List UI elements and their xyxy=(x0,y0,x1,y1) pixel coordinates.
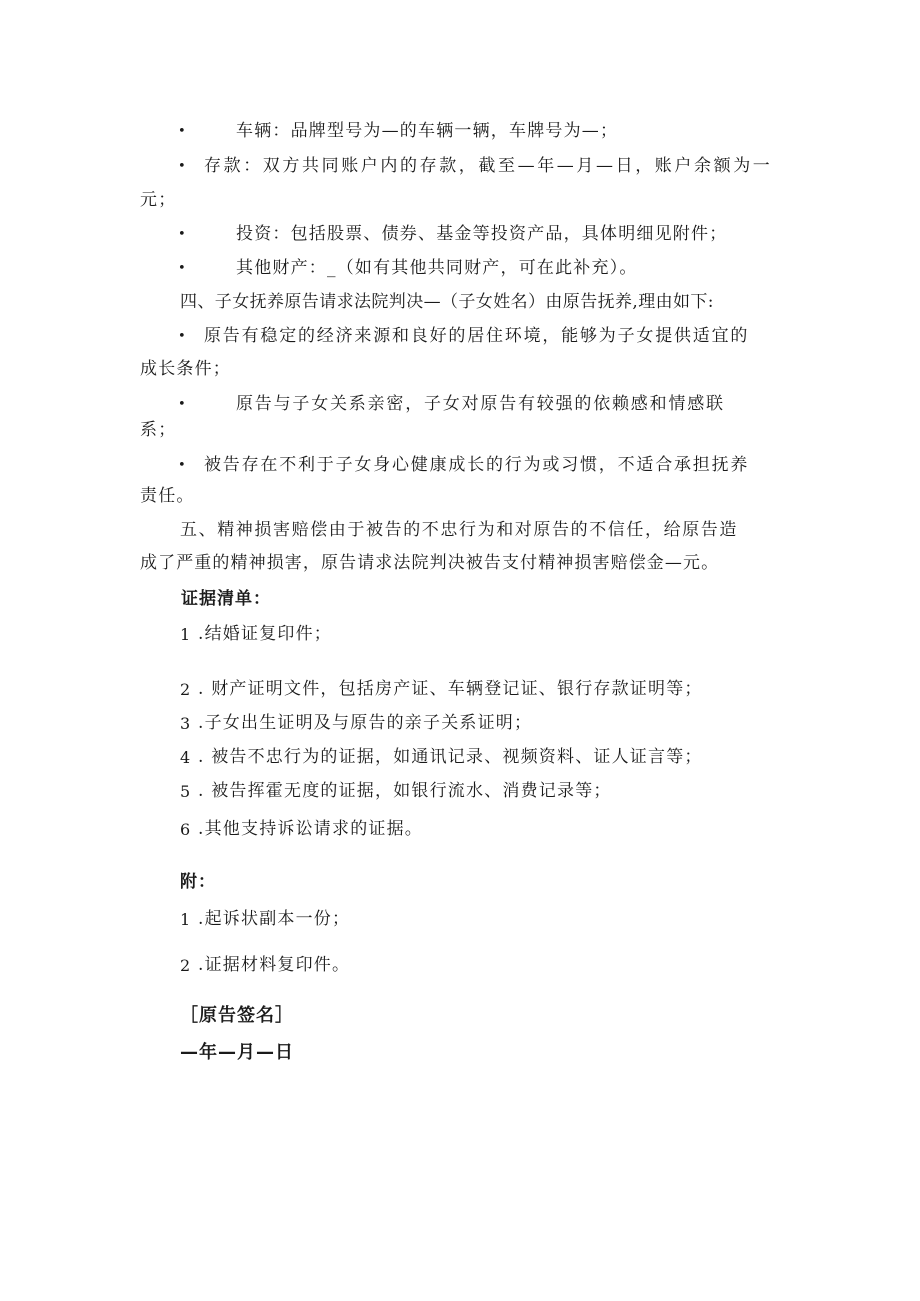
evidence-item: .其他支持诉讼请求的证据。 xyxy=(198,819,424,839)
custody-reason2-line1: 原告与子女关系亲密，子女对原告有较强的依赖感和情感联 xyxy=(236,394,725,414)
bullet: • xyxy=(178,397,186,412)
attachment-item-number: 1 xyxy=(180,910,191,929)
signature-label: ［原告签名］ xyxy=(180,1005,294,1026)
damages-line1: 五、精神损害赔偿由于被告的不忠行为和对原告的不信任，给原告造 xyxy=(180,520,738,540)
attachment-item: .起诉状副本一份； xyxy=(198,909,351,929)
damages-line2: 成了严重的精神损害，原告请求法院判决被告支付精神损害赔偿金—元。 xyxy=(140,553,720,573)
evidence-item-number: 2 xyxy=(180,680,191,699)
evidence-item-number: 4 xyxy=(180,748,191,767)
custody-reason1-line1: 原告有稳定的经济来源和良好的居住环境，能够为子女提供适宜的 xyxy=(204,326,750,346)
property-investment: 投资：包括股票、债券、基金等投资产品，具体明细见附件； xyxy=(236,224,728,244)
bullet: • xyxy=(178,329,186,344)
custody-reason3-line2: 责任。 xyxy=(140,486,195,506)
evidence-item-number: 1 xyxy=(180,625,191,644)
bullet: • xyxy=(178,124,186,139)
property-deposit-line2: 元； xyxy=(140,190,177,210)
evidence-item: . 被告不忠行为的证据，如通讯记录、视频资料、证人证言等； xyxy=(198,747,703,767)
attachment-title: 附： xyxy=(180,872,216,892)
evidence-item: . 被告挥霍无度的证据，如银行流水、消费记录等； xyxy=(198,781,612,801)
bullet: • xyxy=(178,458,186,473)
custody-reason2-line2: 系； xyxy=(140,420,177,440)
property-deposit-line1: 存款：双方共同账户内的存款，截至—年—月—日，账户余额为一 xyxy=(204,156,773,176)
evidence-item: .结婚证复印件； xyxy=(198,624,333,644)
bullet: • xyxy=(178,159,186,174)
signature-date: —年—月—日 xyxy=(180,1042,294,1063)
attachment-item: .证据材料复印件。 xyxy=(198,955,351,975)
property-other: 其他财产：_（如有其他共同财产，可在此补充）。 xyxy=(236,258,638,278)
custody-reason3-line1: 被告存在不利于子女身心健康成长的行为或习惯，不适合承担抚养 xyxy=(204,455,750,475)
evidence-item-number: 6 xyxy=(180,820,191,839)
bullet: • xyxy=(178,261,186,276)
evidence-item-number: 3 xyxy=(180,714,191,733)
evidence-title: 证据清单： xyxy=(181,589,271,609)
bullet: • xyxy=(178,227,186,242)
evidence-item-number: 5 xyxy=(180,782,191,801)
attachment-item-number: 2 xyxy=(180,956,191,975)
evidence-item: . 财产证明文件，包括房产证、车辆登记证、银行存款证明等； xyxy=(198,679,703,699)
custody-heading: 四、子女抚养原告请求法院判决—（子女姓名）由原告抚养,理由如下: xyxy=(180,292,714,312)
custody-reason1-line2: 成长条件； xyxy=(140,359,231,379)
property-vehicle: 车辆：品牌型号为—的车辆一辆，车牌号为—； xyxy=(236,121,619,141)
evidence-item: .子女出生证明及与原告的亲子关系证明； xyxy=(198,713,533,733)
